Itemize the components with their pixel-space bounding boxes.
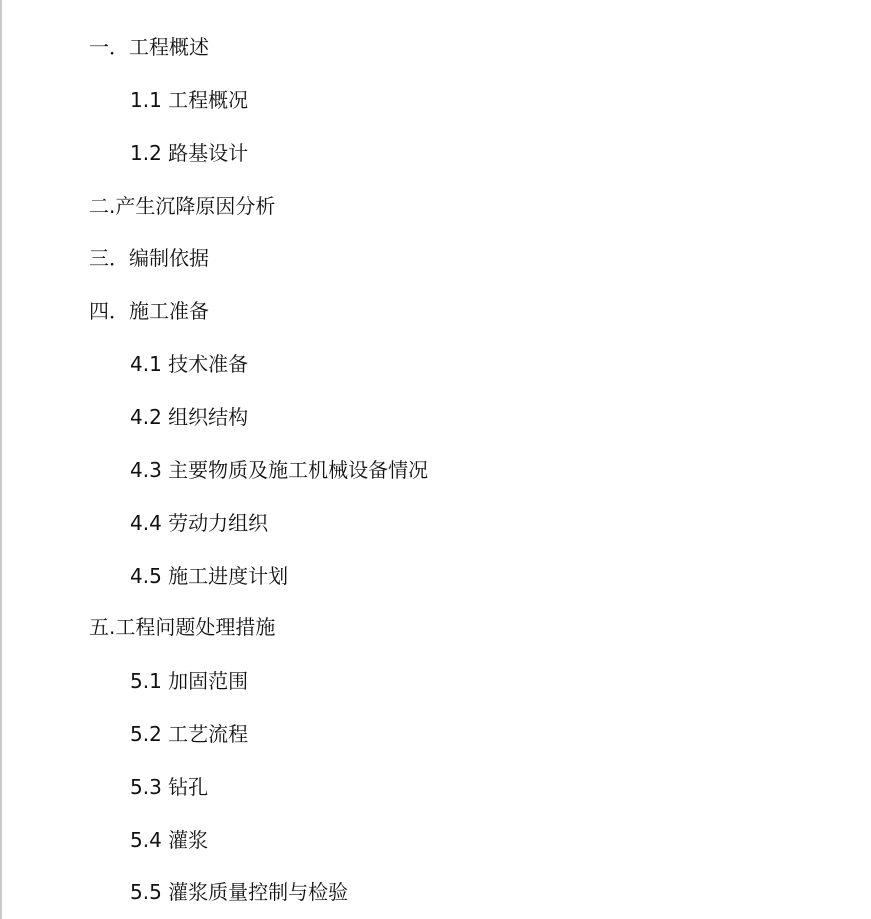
toc-entry-4[interactable]: 四．施工准备 — [89, 299, 209, 323]
toc-entry-4-2[interactable]: 4.2 组织结构 — [130, 405, 249, 429]
toc-entry-4-1[interactable]: 4.1 技术准备 — [130, 352, 249, 376]
toc-entry-5-5[interactable]: 5.5 灌浆质量控制与检验 — [130, 880, 349, 904]
toc-entry-4-4[interactable]: 4.4 劳动力组织 — [130, 511, 269, 535]
toc-entry-4-5[interactable]: 4.5 施工进度计划 — [130, 564, 289, 588]
toc-entry-5[interactable]: 五.工程问题处理措施 — [89, 615, 276, 639]
toc-entry-5-3[interactable]: 5.3 钻孔 — [130, 775, 209, 799]
toc-entry-1-2[interactable]: 1.2 路基设计 — [130, 141, 249, 165]
toc-entry-3[interactable]: 三．编制依据 — [89, 246, 209, 270]
toc-entry-1[interactable]: 一．工程概述 — [89, 35, 209, 59]
toc-entry-1-1[interactable]: 1.1 工程概况 — [130, 88, 249, 112]
toc-entry-5-4[interactable]: 5.4 灌浆 — [130, 828, 209, 852]
toc-entry-2[interactable]: 二.产生沉降原因分析 — [89, 194, 276, 218]
toc-entry-4-3[interactable]: 4.3 主要物质及施工机械设备情况 — [130, 458, 429, 482]
toc-entry-5-2[interactable]: 5.2 工艺流程 — [130, 722, 249, 746]
toc-entry-5-1[interactable]: 5.1 加固范围 — [130, 669, 249, 693]
